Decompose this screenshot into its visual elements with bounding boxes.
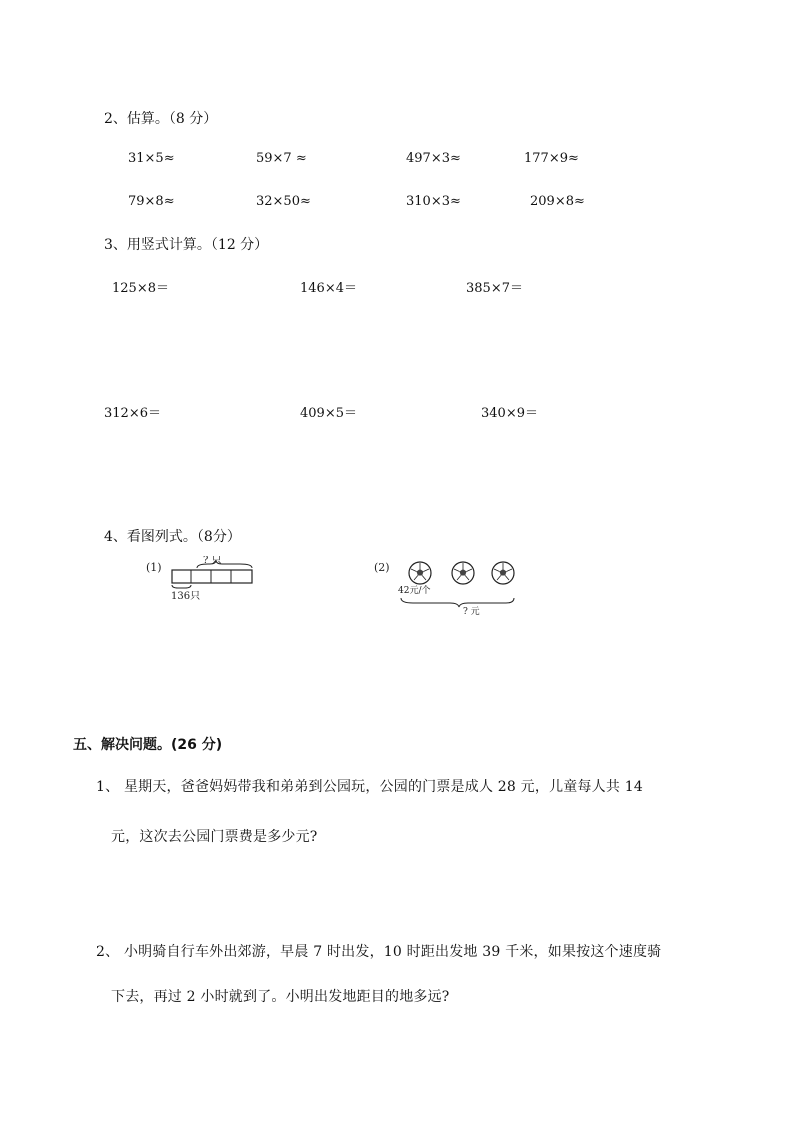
q2-expr: 177×9≈ [524, 151, 579, 166]
q4-title: 4、看图列式。（8分） [104, 529, 241, 545]
soccer-ball-icon [452, 562, 474, 584]
fig1-label: (1) [146, 561, 162, 574]
fig2-price-text: 42元/个 [398, 586, 431, 596]
soccer-ball-icon [492, 562, 514, 584]
section5-title: 五、解决问题。(26 分) [73, 737, 223, 753]
problem2-line1: 2、 小明骑自行车外出郊游，早晨 7 时出发，10 时距出发地 39 千米，如果按这个速度骑 [96, 944, 662, 960]
q2-expr: 59×7 ≈ [256, 151, 307, 166]
balls-figure [368, 556, 528, 618]
q3-expr: 312×6＝ [104, 406, 161, 421]
bar-diagram-figure [140, 556, 270, 606]
bar-outline [172, 570, 252, 583]
q3-expr: 409×5＝ [300, 406, 357, 421]
problem1-line1: 1、 星期天，爸爸妈妈带我和弟弟到公园玩，公园的门票是成人 28 元，儿童每人共 14 [96, 779, 643, 795]
problem1-line2: 元，这次去公园门票费是多少元? [111, 829, 318, 845]
problem2-line2: 下去，再过 2 小时就到了。小明出发地距目的地多远? [111, 989, 450, 1005]
fig2-label: (2) [374, 561, 390, 574]
q2-title: 2、估算。（8 分） [104, 111, 218, 127]
fig1-top-text: ? 只 [203, 556, 222, 566]
q3-expr: 385×7＝ [466, 281, 523, 296]
total-brace [401, 598, 514, 607]
q2-expr: 209×8≈ [530, 194, 585, 209]
q2-expr: 32×50≈ [256, 194, 311, 209]
q2-expr: 79×8≈ [128, 194, 175, 209]
fig2-total-text: ? 元 [463, 607, 480, 617]
q2-expr: 497×3≈ [406, 151, 461, 166]
q3-expr: 146×4＝ [300, 281, 357, 296]
q2-expr: 31×5≈ [128, 151, 175, 166]
q2-expr: 310×3≈ [406, 194, 461, 209]
soccer-ball-icon [409, 562, 431, 584]
bottom-brace [172, 585, 191, 588]
q3-expr: 340×9＝ [481, 406, 538, 421]
fig1-bottom-text: 136只 [171, 591, 201, 602]
q3-expr: 125×8＝ [112, 281, 169, 296]
q3-title: 3、用竖式计算。（12 分） [104, 237, 269, 253]
